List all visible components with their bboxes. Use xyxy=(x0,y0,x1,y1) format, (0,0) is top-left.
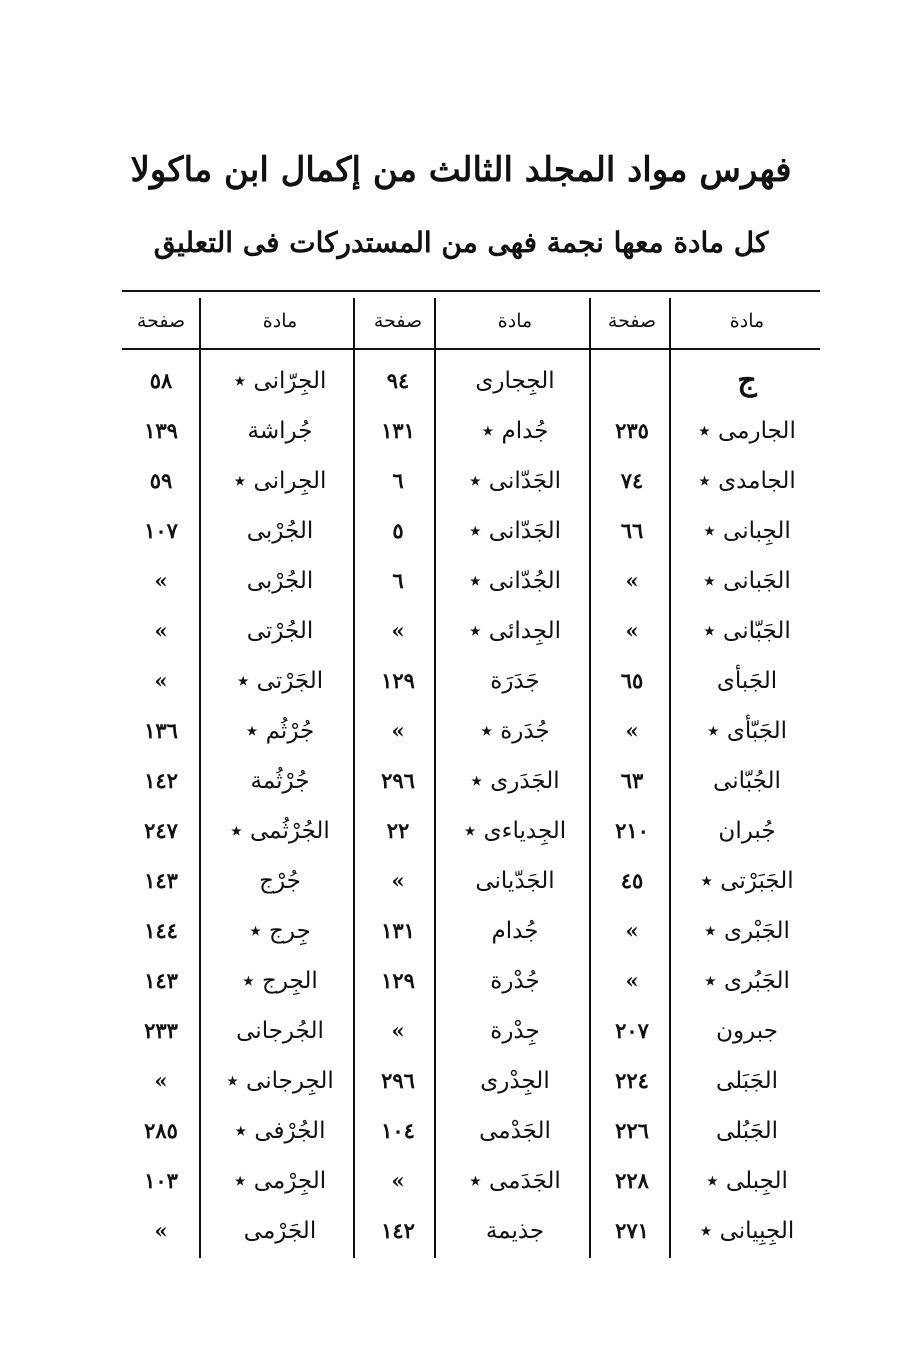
entry-name: الجَدَرى ٭ xyxy=(470,768,560,794)
table-row xyxy=(0,1206,922,1256)
entry-page: ٢٧١ xyxy=(615,1218,649,1243)
entry-page: ٥٨ xyxy=(149,368,173,393)
table-row xyxy=(0,1106,922,1156)
entry-page: ١٤٤ xyxy=(144,918,178,943)
entry-name: الجَبانى ٭ xyxy=(703,568,791,594)
header-maddah-2: مادة xyxy=(497,310,533,332)
entry-name: الجَبّانى ٭ xyxy=(703,618,791,644)
entry-page: ١٤٣ xyxy=(144,968,178,993)
entry-name: الجَبأى xyxy=(716,668,778,694)
table-row xyxy=(0,656,922,706)
entry-name: جُرْج xyxy=(259,868,301,894)
entry-name: جَدَرَة xyxy=(490,668,540,694)
table-row xyxy=(0,806,922,856)
entry-name: جُدْرة xyxy=(490,968,540,994)
entry-name: الجَدْمى xyxy=(479,1118,551,1144)
table-row xyxy=(0,1056,922,1106)
entry-name: جُراشة xyxy=(247,418,313,444)
entry-page: ٩٤ xyxy=(386,368,410,393)
entry-page: ١٢٩ xyxy=(381,968,415,993)
header-safhah-2: صفحة xyxy=(373,310,423,332)
entry-name: جُدام ٭ xyxy=(481,418,549,444)
entry-page: ٦٣ xyxy=(620,768,644,793)
index-subtitle: كل مادة معها نجمة فهى من المستدركات فى التعليق xyxy=(153,226,769,259)
header-safhah-3: صفحة xyxy=(607,310,657,332)
header-maddah-1: مادة xyxy=(262,310,298,332)
entry-name: الجامدى ٭ xyxy=(698,468,796,494)
table-row xyxy=(0,556,922,606)
table-row xyxy=(0,706,922,756)
entry-name: الجِرجانى ٭ xyxy=(226,1068,334,1094)
entry-name: الجِدْرى xyxy=(480,1068,550,1094)
table-row xyxy=(0,1156,922,1206)
entry-name: الجَدّانى ٭ xyxy=(468,518,562,544)
header-safhah-1: صفحة xyxy=(136,310,186,332)
entry-page: ١٣٦ xyxy=(144,718,178,743)
entry-page: » xyxy=(391,868,405,893)
entry-name: جُدَرة ٭ xyxy=(480,718,550,744)
entry-name: الجِرج ٭ xyxy=(242,968,318,994)
entry-name: جِرج ٭ xyxy=(249,918,311,944)
entry-page: » xyxy=(154,668,168,693)
entry-page: ٥ xyxy=(392,518,404,543)
entry-name: الجَرْمى xyxy=(243,1218,317,1244)
entry-name: الجارمى ٭ xyxy=(698,418,796,444)
entry-name: الجَدّيانى xyxy=(475,868,555,894)
table-header-rule xyxy=(122,348,820,350)
entry-page: ٢٠٧ xyxy=(615,1018,649,1043)
entry-name: الجُبّانى xyxy=(713,768,781,794)
entry-page: ٦ xyxy=(392,568,404,593)
entry-name: الجَدّانى ٭ xyxy=(468,468,562,494)
entry-name: جُرْثُم ٭ xyxy=(245,718,315,744)
entry-name: جُبران xyxy=(718,818,776,844)
entry-name: الجِبلى ٭ xyxy=(706,1168,788,1194)
entry-name: الجَبُلى xyxy=(716,1118,778,1144)
entry-page: » xyxy=(625,568,639,593)
entry-page xyxy=(592,356,672,406)
entry-page: ١٣١ xyxy=(381,918,415,943)
entry-name: الجَبُرى ٭ xyxy=(704,968,790,994)
entry-name: جُرْثُمة xyxy=(250,768,310,794)
entry-page: ٢٢٨ xyxy=(615,1168,649,1193)
entry-name: الجُرْبى xyxy=(246,518,314,544)
entry-name: الجِبانى ٭ xyxy=(703,518,791,544)
entry-name: جبرون xyxy=(716,1018,778,1044)
entry-page: ٢٨٥ xyxy=(144,1118,178,1143)
entry-page: ١٠٣ xyxy=(144,1168,178,1193)
entry-page: » xyxy=(625,718,639,743)
entry-name: الجُدّانى ٭ xyxy=(468,568,562,594)
entry-page: » xyxy=(391,1018,405,1043)
entry-page: » xyxy=(391,618,405,643)
entry-name: الجُرْبى xyxy=(246,568,314,594)
entry-name: الجُرجانى xyxy=(236,1018,324,1044)
entry-name: الجُرْثُمى ٭ xyxy=(230,818,330,844)
entry-page: ٢٢٤ xyxy=(615,1068,649,1093)
entry-page: » xyxy=(625,968,639,993)
entry-page: » xyxy=(154,1068,168,1093)
header-maddah-3: مادة xyxy=(729,310,765,332)
index-title: فهرس مواد المجلد الثالث من إكمال ابن ماكولا xyxy=(130,150,792,190)
entry-page: ٢٢ xyxy=(386,818,410,843)
entry-page: ١٣١ xyxy=(381,418,415,443)
entry-page: » xyxy=(391,1168,405,1193)
entry-page: ٦٦ xyxy=(620,518,644,543)
entry-page: » xyxy=(154,568,168,593)
entry-page: » xyxy=(391,718,405,743)
table-row xyxy=(0,756,922,806)
entry-page: ٦ xyxy=(392,468,404,493)
entry-page: » xyxy=(154,618,168,643)
table-row xyxy=(0,506,922,556)
entry-page: ٤٥ xyxy=(620,868,644,893)
entry-name: الجَبَرْتى ٭ xyxy=(700,868,794,894)
entry-page: ١٣٩ xyxy=(144,418,178,443)
entry-page: ٢٩٦ xyxy=(381,768,415,793)
entry-page: ٢٢٦ xyxy=(615,1118,649,1143)
entry-name: جُدام xyxy=(491,918,539,944)
entry-page: ١٠٤ xyxy=(381,1118,415,1143)
table-row xyxy=(0,856,922,906)
entry-page: ٢٣٣ xyxy=(144,1018,178,1043)
table-row xyxy=(0,906,922,956)
table-row xyxy=(0,456,922,506)
entry-page: ١٤٣ xyxy=(144,868,178,893)
table-row xyxy=(0,1006,922,1056)
entry-name: جذيمة xyxy=(485,1218,545,1244)
entry-page: ١٤٢ xyxy=(144,768,178,793)
entry-page: ٢١٠ xyxy=(615,818,649,843)
entry-page: ١٢٩ xyxy=(381,668,415,693)
entry-page: ٢٣٥ xyxy=(615,418,649,443)
entry-page: ١٤٢ xyxy=(381,1218,415,1243)
entry-name: ج xyxy=(737,363,757,398)
entry-name: الجِدائى ٭ xyxy=(468,618,562,644)
entry-name: الجَبْرى ٭ xyxy=(704,918,790,944)
table-row xyxy=(0,956,922,1006)
table-row xyxy=(0,356,922,406)
entry-name: الجَبَلى xyxy=(716,1068,778,1094)
entry-page: ٧٤ xyxy=(620,468,644,493)
entry-name: الجِدياءى ٭ xyxy=(463,818,567,844)
entry-name: الجَرْتى ٭ xyxy=(236,668,324,694)
entry-name: الجُرْتى xyxy=(246,618,314,644)
entry-name: الجِبِيانى ٭ xyxy=(699,1218,795,1244)
entry-page: » xyxy=(625,918,639,943)
entry-name: الجَدَمى ٭ xyxy=(469,1168,561,1194)
entry-page: ٢٤٧ xyxy=(144,818,178,843)
entry-page: » xyxy=(154,1218,168,1243)
table-row xyxy=(0,406,922,456)
entry-name: الجِرْمى ٭ xyxy=(233,1168,327,1194)
entry-name: الجِرّانى ٭ xyxy=(233,368,327,394)
entry-name: الجُرْفى ٭ xyxy=(234,1118,326,1144)
entry-name: الجِرانى ٭ xyxy=(233,468,327,494)
entry-page: ٦٥ xyxy=(620,668,644,693)
entry-page: ٢٩٦ xyxy=(381,1068,415,1093)
table-top-rule xyxy=(122,290,820,292)
entry-page: ٥٩ xyxy=(149,468,173,493)
entry-name: جِدْرة xyxy=(490,1018,540,1044)
entry-name: الجَبّأى ٭ xyxy=(706,718,788,744)
table-row xyxy=(0,606,922,656)
entry-page: » xyxy=(625,618,639,643)
entry-name: الجِجارى xyxy=(475,368,555,394)
entry-page: ١٠٧ xyxy=(144,518,178,543)
